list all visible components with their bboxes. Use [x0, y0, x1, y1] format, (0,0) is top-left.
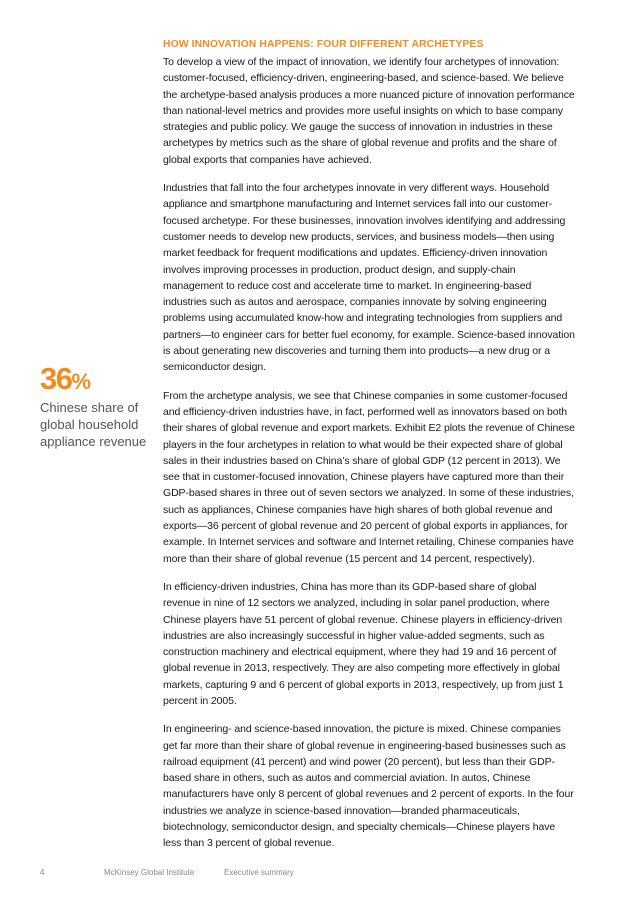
footer-section: Executive summary [224, 868, 294, 877]
stat-value [40, 363, 158, 398]
pull-quote-stat [40, 363, 158, 450]
paragraph-2: Industries that fall into the four archetypes innovate in very different ways. Household appliance and smartphone manufacturing and Internet services fall into our customer-focused archetype. For these businesses, innovation involves identifying and addressing customer needs to develop new products, services, and business models—then using market feedback for frequent modifications and updates. Efficiency-driven innovation involves improving processes in production, product design, and supply-chain management to reduce cost and accelerate time to market. In engineering-based industries such as autos and aerospace, companies innovate by solving engineering problems using accumulated know-how and integrating technologies from suppliers and partners—to engineer cars for better fuel economy, for example. Science-based innovation is about generating new discoveries and turning them into products—a new drug or a semiconductor design. [163, 182, 575, 374]
footer-publisher: McKinsey Global Institute [104, 868, 195, 877]
paragraph-1: To develop a view of the impact of innovation, we identify four archetypes of innovation: customer-focused, efficiency-driven, engineering-based, and science-based. We believe the archetype-based analysis produces a more nuanced picture of innovation performance than national-level metrics and provides more useful insights on which to base company strategies and public policy. We gauge the success of innovation in industries in these archetypes by metrics such as the share of global revenue and profits and the share of global exports that companies have achieved. [163, 56, 575, 166]
page-number: 4 [40, 868, 45, 877]
stat-number: 36 [40, 361, 72, 396]
stat-unit: % [71, 369, 92, 394]
stat-caption: Chinese share of global household appliance revenue [40, 400, 147, 449]
paragraph-5: In engineering- and science-based innovation, the picture is mixed. Chinese companies get far more than their share of global revenue in engineering-based businesses such as railroad equipment (41 percent) and wind power (20 percent), but less than their GDP-based share in others, such as autos and commercial aviation. In autos, Chinese manufacturers have only 8 percent of global revenues and 2 percent of exports. In the four industries we analyze in science-based innovation—branded pharmaceuticals, biotechnology, semiconductor design, and specialty chemicals—Chinese players have less than 3 percent of global revenue. [163, 723, 574, 850]
paragraph-3: From the archetype analysis, we see that Chinese companies in some customer-focused and efficiency-driven industries have, in fact, performed well as innovators based on both their shares of global revenue and export markets. Exhibit E2 plots the revenue of Chinese players in the four archetypes in relation to what would be their expected share of global sales in their industries based on China’s share of global GDP (12 percent in 2013). We see that in customer-focused innovation, Chinese players have captured more than their GDP-based shares in three out of seven sectors we analyzed. In some of these industries, such as appliances, Chinese companies have high shares of both global revenue and exports—36 percent of global revenue and 20 percent of global exports in appliances, for example. In Internet services and software and Internet retailing, Chinese companies have more than their share of global revenue (15 percent and 14 percent, respectively). [163, 389, 575, 565]
paragraph-4: In efficiency-driven industries, China has more than its GDP-based share of global revenue in nine of 12 sectors we analyzed, including in solar panel production, where Chinese players have 51 percent of global revenue. Chinese players in efficiency-driven industries are also increasingly successful in higher value-added segments, such as construction machinery and electrical equipment, where they had 19 and 16 percent of global revenue in 2013, respectively. They are also competing more effectively in global markets, capturing 9 and 6 percent of global exports in 2013, respectively, up from just 1 percent in 2005. [163, 580, 564, 707]
main-text-column [163, 38, 575, 864]
section-heading: HOW INNOVATION HAPPENS: FOUR DIFFERENT ARCHETYPES [163, 39, 484, 50]
